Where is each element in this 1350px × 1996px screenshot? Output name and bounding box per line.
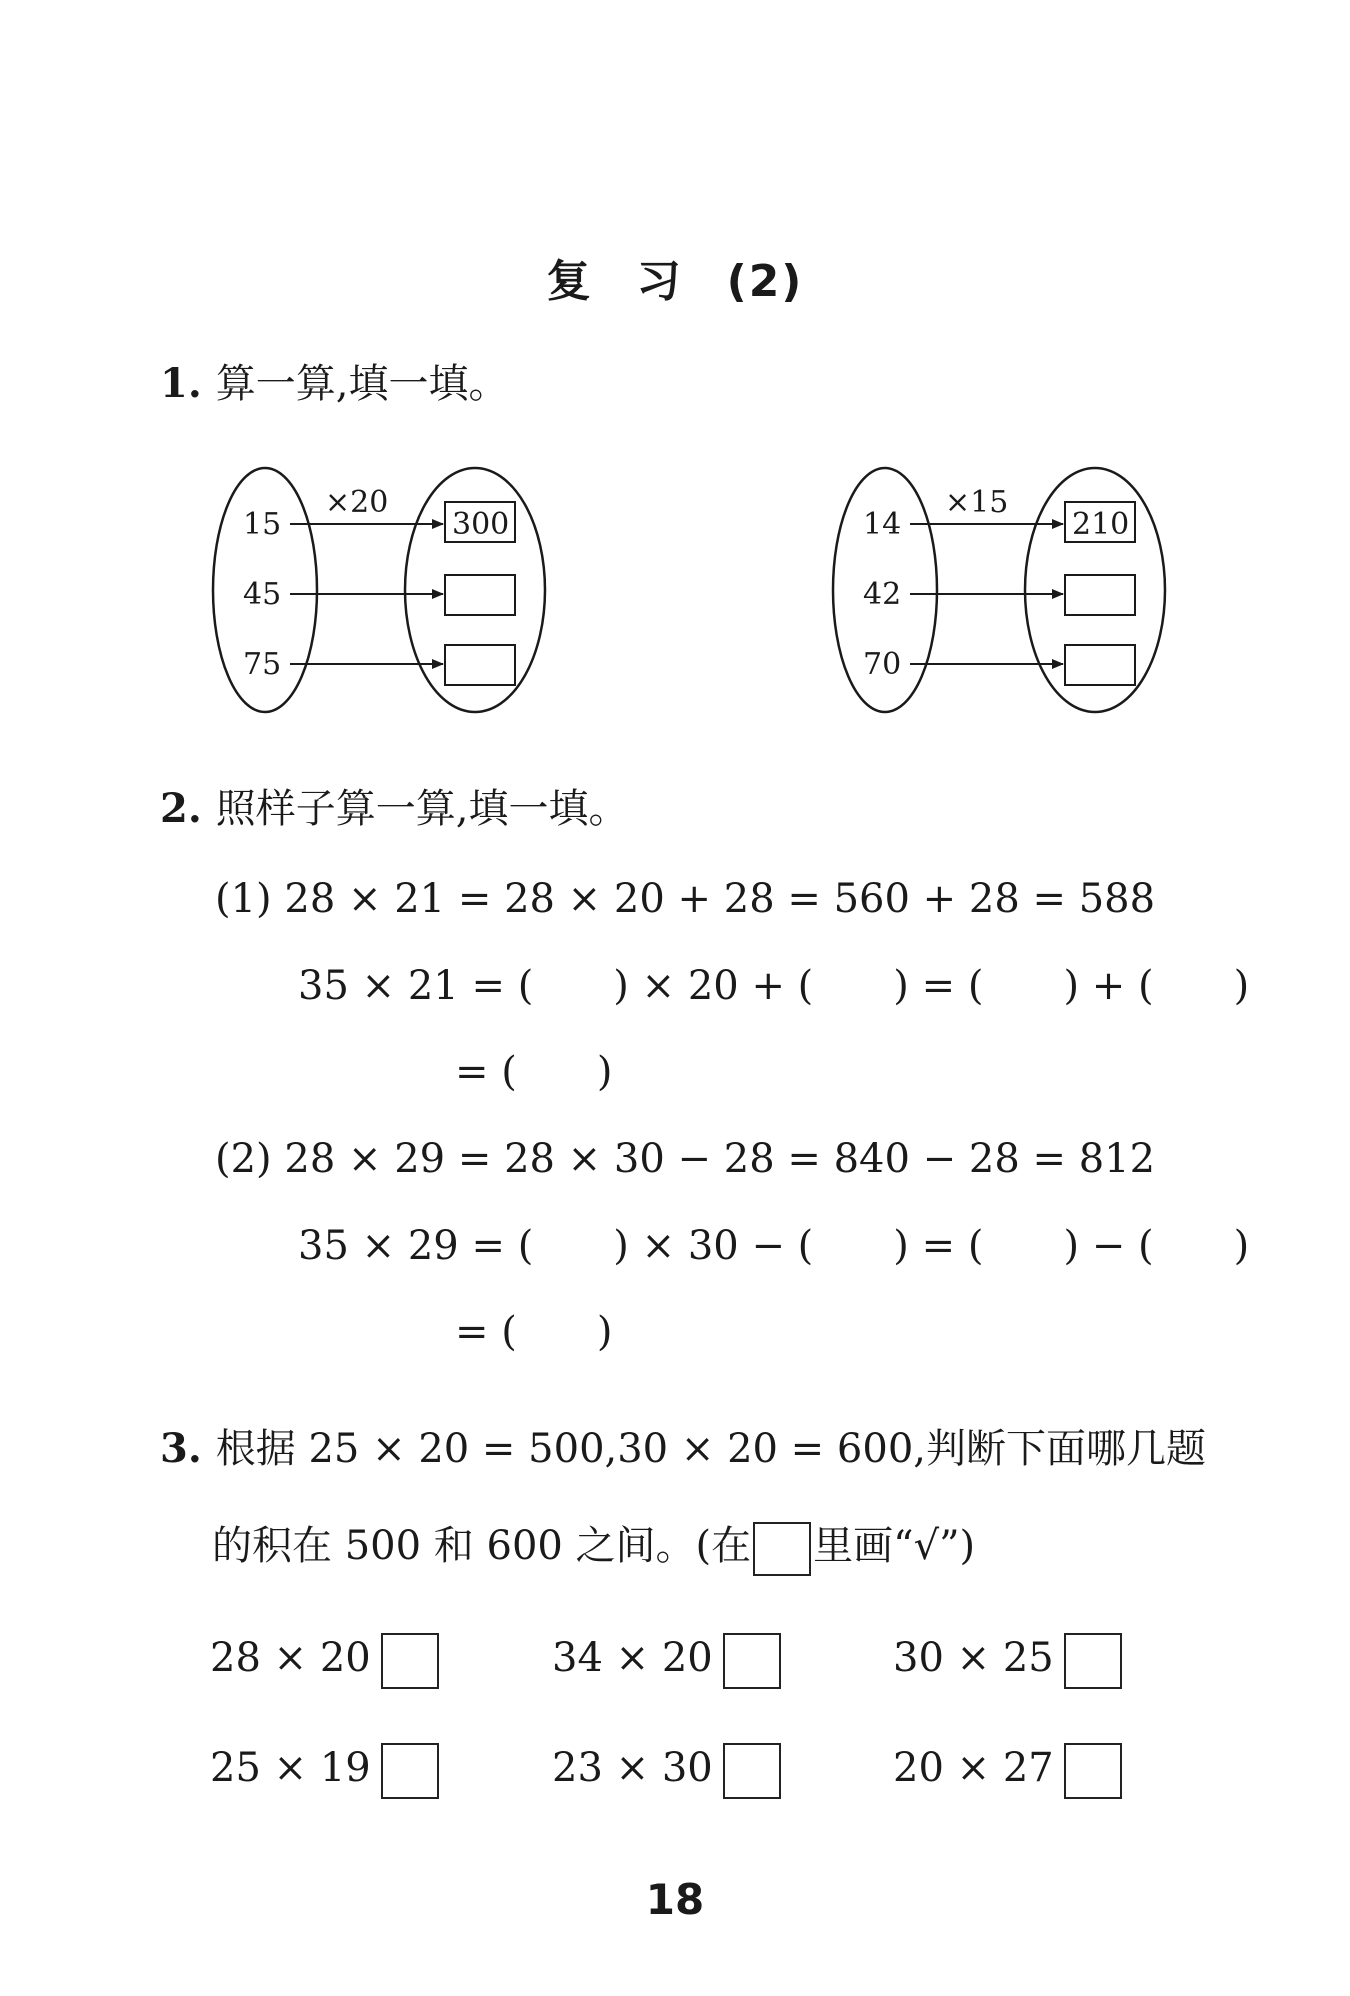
expression: 25 × 19 [210, 1745, 371, 1791]
answer-box[interactable] [1065, 645, 1135, 685]
example-line-1: (1) 28 × 21 = 28 × 20 + 28 = 560 + 28 = 588 [215, 876, 1156, 922]
output-number: 300 [452, 507, 510, 542]
expression: 20 × 27 [893, 1745, 1054, 1791]
question-text: 照样子算一算,填一填。 [215, 786, 629, 832]
check-item [893, 1630, 1122, 1689]
question-number: 1. [160, 360, 202, 407]
expression: 30 × 25 [893, 1635, 1054, 1681]
input-number: 45 [243, 577, 282, 612]
question-3-line-2 [212, 1522, 975, 1576]
mapping-diagrams [0, 450, 1350, 740]
question-text: 算一算,填一填。 [215, 361, 509, 407]
check-item [210, 1740, 439, 1799]
expression: 28 × 20 [210, 1635, 371, 1681]
title-char: 习 [636, 256, 683, 307]
input-number: 14 [863, 507, 902, 542]
check-box[interactable] [723, 1633, 781, 1689]
question-1-header [160, 360, 508, 408]
check-box[interactable] [381, 1633, 439, 1689]
answer-box[interactable] [1065, 575, 1135, 615]
fill-line-1: 35 × 21 = ( ) × 20 + ( ) = ( ) + ( ) [298, 963, 1250, 1009]
example-line-2: (2) 28 × 29 = 28 × 30 − 28 = 840 − 28 = 812 [215, 1136, 1156, 1182]
output-number: 210 [1072, 507, 1130, 542]
expression: 34 × 20 [552, 1635, 713, 1681]
title-char: 复 [546, 256, 593, 307]
check-item [552, 1630, 781, 1689]
fill-line-1-result: = ( ) [455, 1049, 613, 1095]
input-number: 75 [243, 647, 282, 682]
question-2-header [160, 785, 628, 833]
question-text: 的积在 500 和 600 之间。(在 [212, 1523, 752, 1569]
output-oval [405, 468, 545, 712]
fill-line-2-result: = ( ) [455, 1309, 613, 1355]
check-box[interactable] [723, 1743, 781, 1799]
page-number: 18 [645, 1875, 705, 1924]
operator-label: ×15 [945, 485, 1009, 520]
question-text: 根据 25 × 20 = 500,30 × 20 = 600,判断下面哪几题 [215, 1426, 1206, 1472]
question-text: 里画“√”) [813, 1523, 976, 1569]
question-number: 2. [160, 785, 202, 832]
check-box[interactable] [381, 1743, 439, 1799]
question-number: 3. [160, 1425, 202, 1472]
page-title [0, 245, 1350, 309]
input-number: 42 [863, 577, 902, 612]
input-number: 70 [863, 647, 902, 682]
check-item [893, 1740, 1122, 1799]
check-box[interactable] [1064, 1633, 1122, 1689]
answer-box[interactable] [445, 575, 515, 615]
expression: 23 × 30 [552, 1745, 713, 1791]
operator-label: ×20 [325, 485, 389, 520]
title-char: (2) [726, 256, 804, 307]
answer-box[interactable] [445, 645, 515, 685]
question-3-header [160, 1425, 1206, 1473]
mapping-diagram-1 [213, 468, 545, 712]
output-oval [1025, 468, 1165, 712]
fill-line-2: 35 × 29 = ( ) × 30 − ( ) = ( ) − ( ) [298, 1223, 1250, 1269]
check-box[interactable] [1064, 1743, 1122, 1799]
input-number: 15 [243, 507, 282, 542]
check-item [210, 1630, 439, 1689]
mapping-diagram-2 [833, 468, 1165, 712]
check-item [552, 1740, 781, 1799]
example-check-box [753, 1522, 811, 1576]
